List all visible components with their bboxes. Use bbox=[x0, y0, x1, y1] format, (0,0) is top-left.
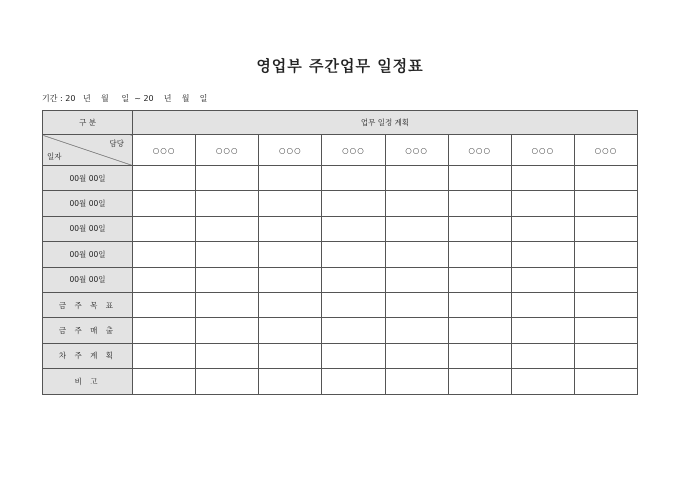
schedule-cell[interactable] bbox=[511, 343, 574, 368]
row-label: 차 주 계 획 bbox=[43, 343, 133, 368]
schedule-cell[interactable] bbox=[385, 318, 448, 343]
schedule-cell[interactable] bbox=[511, 216, 574, 241]
schedule-cell[interactable] bbox=[574, 191, 637, 216]
schedule-cell[interactable] bbox=[133, 369, 196, 394]
row-label: 금 주 매 출 bbox=[43, 318, 133, 343]
date-label: 일자 bbox=[47, 152, 62, 161]
schedule-cell[interactable] bbox=[574, 242, 637, 267]
schedule-cell[interactable] bbox=[322, 166, 385, 191]
schedule-cell[interactable] bbox=[259, 318, 322, 343]
schedule-cell[interactable] bbox=[196, 267, 259, 292]
schedule-cell[interactable] bbox=[385, 343, 448, 368]
row-label: 00월 00일 bbox=[43, 267, 133, 292]
document-title: 영업부 주간업무 일정표 bbox=[256, 57, 424, 75]
schedule-cell[interactable] bbox=[259, 216, 322, 241]
person-name-cell[interactable]: ○○○ bbox=[511, 135, 574, 166]
schedule-cell[interactable] bbox=[133, 318, 196, 343]
schedule-cell[interactable] bbox=[259, 267, 322, 292]
schedule-cell[interactable] bbox=[448, 191, 511, 216]
schedule-cell[interactable] bbox=[448, 369, 511, 394]
schedule-cell[interactable] bbox=[133, 292, 196, 317]
table-row bbox=[43, 166, 638, 191]
schedule-cell[interactable] bbox=[385, 166, 448, 191]
schedule-cell[interactable] bbox=[133, 343, 196, 368]
schedule-cell[interactable] bbox=[511, 292, 574, 317]
schedule-cell[interactable] bbox=[511, 267, 574, 292]
person-name-cell[interactable]: ○○○ bbox=[133, 135, 196, 166]
period-line: 기간 : 20 년 월 일 ~ 20 년 월 일 bbox=[42, 94, 208, 103]
schedule-cell[interactable] bbox=[196, 292, 259, 317]
plan-header: 업무 일정 계획 bbox=[133, 111, 638, 135]
row-label: 00월 00일 bbox=[43, 242, 133, 267]
schedule-cell[interactable] bbox=[259, 242, 322, 267]
table-row bbox=[43, 369, 638, 394]
schedule-cell[interactable] bbox=[385, 216, 448, 241]
schedule-cell[interactable] bbox=[259, 343, 322, 368]
schedule-cell[interactable] bbox=[448, 166, 511, 191]
person-row bbox=[43, 135, 638, 166]
schedule-cell[interactable] bbox=[196, 216, 259, 241]
table-row bbox=[43, 216, 638, 241]
category-header: 구 분 bbox=[43, 111, 133, 135]
schedule-cell[interactable] bbox=[448, 267, 511, 292]
table-row bbox=[43, 267, 638, 292]
person-name-cell[interactable]: ○○○ bbox=[385, 135, 448, 166]
schedule-cell[interactable] bbox=[385, 191, 448, 216]
schedule-body bbox=[43, 166, 638, 395]
schedule-cell[interactable] bbox=[511, 369, 574, 394]
schedule-cell[interactable] bbox=[385, 267, 448, 292]
table-row bbox=[43, 318, 638, 343]
person-name-cell[interactable]: ○○○ bbox=[448, 135, 511, 166]
assignee-label: 담당 bbox=[109, 139, 124, 148]
schedule-cell[interactable] bbox=[385, 292, 448, 317]
table-row bbox=[43, 191, 638, 216]
schedule-cell[interactable] bbox=[196, 242, 259, 267]
table-row bbox=[43, 343, 638, 368]
schedule-cell[interactable] bbox=[574, 166, 637, 191]
schedule-cell[interactable] bbox=[322, 216, 385, 241]
schedule-cell[interactable] bbox=[196, 343, 259, 368]
schedule-cell[interactable] bbox=[133, 166, 196, 191]
schedule-cell[interactable] bbox=[511, 318, 574, 343]
table-row bbox=[43, 292, 638, 317]
schedule-table bbox=[42, 110, 638, 395]
schedule-cell[interactable] bbox=[574, 318, 637, 343]
row-label: 00월 00일 bbox=[43, 166, 133, 191]
schedule-cell[interactable] bbox=[574, 343, 637, 368]
schedule-cell[interactable] bbox=[511, 166, 574, 191]
schedule-cell[interactable] bbox=[259, 292, 322, 317]
row-label: 00월 00일 bbox=[43, 216, 133, 241]
schedule-cell[interactable] bbox=[259, 369, 322, 394]
schedule-cell[interactable] bbox=[574, 267, 637, 292]
schedule-cell[interactable] bbox=[196, 318, 259, 343]
table-row bbox=[43, 242, 638, 267]
schedule-cell[interactable] bbox=[322, 343, 385, 368]
schedule-cell[interactable] bbox=[385, 369, 448, 394]
person-name-cell[interactable]: ○○○ bbox=[574, 135, 637, 166]
schedule-cell[interactable] bbox=[322, 318, 385, 343]
diagonal-header-cell bbox=[43, 135, 133, 166]
schedule-cell[interactable] bbox=[196, 191, 259, 216]
person-name-cell[interactable]: ○○○ bbox=[322, 135, 385, 166]
schedule-cell[interactable] bbox=[448, 292, 511, 317]
schedule-cell[interactable] bbox=[322, 267, 385, 292]
schedule-cell[interactable] bbox=[511, 191, 574, 216]
schedule-cell[interactable] bbox=[574, 216, 637, 241]
schedule-cell[interactable] bbox=[196, 369, 259, 394]
row-label: 비 고 bbox=[43, 369, 133, 394]
schedule-cell[interactable] bbox=[133, 216, 196, 241]
schedule-cell[interactable] bbox=[448, 242, 511, 267]
schedule-cell[interactable] bbox=[133, 191, 196, 216]
person-name-cell[interactable]: ○○○ bbox=[259, 135, 322, 166]
schedule-cell[interactable] bbox=[322, 191, 385, 216]
schedule-cell[interactable] bbox=[133, 267, 196, 292]
row-label: 00월 00일 bbox=[43, 191, 133, 216]
schedule-cell[interactable] bbox=[448, 216, 511, 241]
schedule-cell[interactable] bbox=[322, 242, 385, 267]
header-row bbox=[43, 111, 638, 135]
schedule-cell[interactable] bbox=[259, 166, 322, 191]
schedule-cell[interactable] bbox=[259, 191, 322, 216]
schedule-cell[interactable] bbox=[511, 242, 574, 267]
schedule-cell[interactable] bbox=[133, 242, 196, 267]
schedule-cell[interactable] bbox=[322, 292, 385, 317]
row-label: 금 주 목 표 bbox=[43, 292, 133, 317]
schedule-cell[interactable] bbox=[574, 292, 637, 317]
schedule-cell[interactable] bbox=[322, 369, 385, 394]
schedule-cell[interactable] bbox=[196, 166, 259, 191]
schedule-cell[interactable] bbox=[448, 343, 511, 368]
schedule-cell[interactable] bbox=[385, 242, 448, 267]
schedule-cell[interactable] bbox=[448, 318, 511, 343]
schedule-cell[interactable] bbox=[574, 369, 637, 394]
person-name-cell[interactable]: ○○○ bbox=[196, 135, 259, 166]
